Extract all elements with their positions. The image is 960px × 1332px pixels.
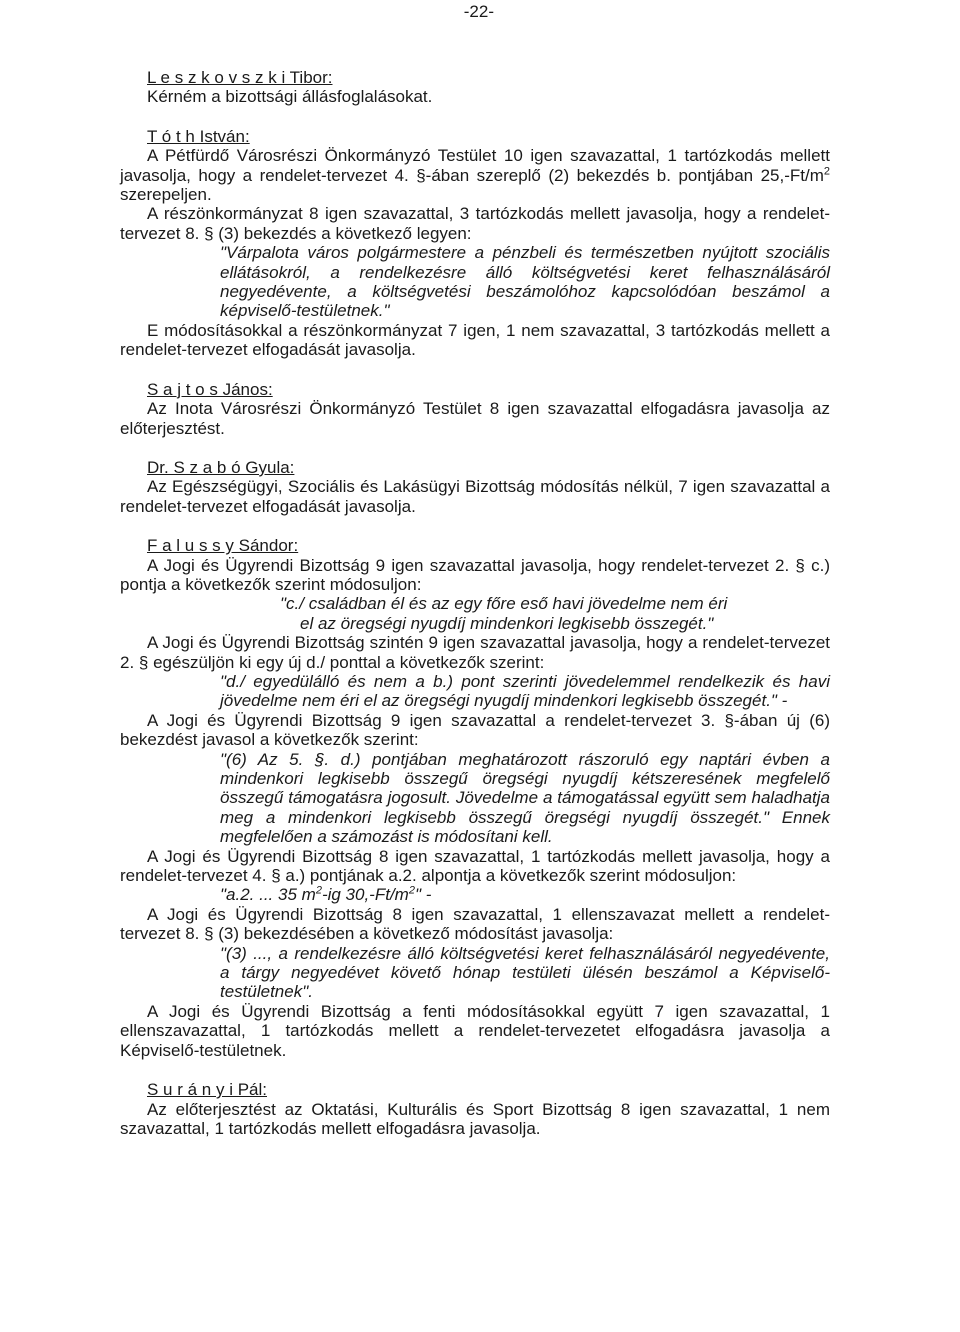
quoted-text: "a.2. ... 35 $m^2-ig$ $30,-Ft/m^2$" - bbox=[220, 884, 432, 905]
quoted-text: "(6) Az 5. §. d.) pontjában meghatározott rászoruló egy naptári évben a mindenkori legkisebb összegű öregségi nyugdíj kétszeresének megfelelő összegű támogatásra jogosult. Jövedelme a támogatással együtt sem haladhatja meg a mindenkori legkisebb összegű öregségi nyugdíj összegét." Ennek megfelelően a számozást is módosítani kell. bbox=[220, 749, 830, 847]
speaker-name: F a l u s s y Sándor: bbox=[147, 536, 299, 556]
speech-paragraph: A Jogi és Ügyrendi Bizottság 9 igen szavazattal a rendelet-tervezet 3. §-ában új (6) bekezdést javasol a következők szerint: bbox=[120, 710, 830, 750]
speech-paragraph: A Jogi és Ügyrendi Bizottság szintén 9 igen szavazattal javasolja, hogy a rendelet-tervezet 2. § egészüljön ki egy új d./ ponttal a következők szerint: bbox=[120, 633, 830, 672]
speaker-name: S u r á n y i Pál: bbox=[147, 1080, 267, 1100]
speech-paragraph: A Jogi és Ügyrendi Bizottság 8 igen szavazattal, 1 tartózkodás mellett javasolja, hogy a rendelet-tervezet 4. § a.) pontjának a.2. alpontja a következők szerint módosuljon: bbox=[120, 846, 830, 886]
speech-paragraph: Az Inota Városrészi Önkormányzó Testület 8 igen szavazattal elfogadásra javasolja az előterjesztést. bbox=[120, 399, 830, 438]
speaker-name: L e s z k o v s z k i Tibor: bbox=[147, 68, 333, 87]
speech-paragraph: A Pétfürdő Városrészi Önkormányzó Testület 10 igen szavazattal, 1 tartózkodás mellett javasolja, hogy a rendelet-tervezet 4. §-ában szereplő (2) bekezdés b. pontjában $25,-Ft/m^2$ szerepeljen. bbox=[120, 146, 830, 205]
quoted-text: "Várpalota város polgármestere a pénzbeli és természetben nyújtott szociális ellátásokról, a rendelkezésre álló költségvetési keret felhasználásáról negyedévente, a költségvetési beszámolóhoz kapcsolódóan beszámol a képviselő-testületnek." bbox=[220, 243, 830, 321]
quoted-text: "(3) ..., a rendelkezésre álló költségvetési keret felhasználásáról negyedévente, a tárgy negyedévet követő hónap testületi ülésén beszámol a Képviselő-testületnek". bbox=[220, 943, 830, 1002]
speech-paragraph: Az Egészségügyi, Szociális és Lakásügyi Bizottság módosítás nélkül, 7 igen szavazattal a rendelet-tervezet elfogadását javasolja. bbox=[120, 477, 830, 516]
speech-paragraph: E módosításokkal a részönkormányzat 7 igen, 1 nem szavazattal, 3 tartózkodás mellett a rendelet-tervezet elfogadását javasolja. bbox=[120, 320, 830, 360]
document-body bbox=[120, 68, 830, 1158]
speech-paragraph: A Jogi és Ügyrendi Bizottság 8 igen szavazattal, 1 ellenszavazat mellett a rendelet-tervezet 8. § (3) bekezdésében a következő módosítást javasolja: bbox=[120, 904, 830, 944]
speech-toth bbox=[120, 127, 830, 360]
speech-suranyi bbox=[120, 1080, 830, 1138]
speaker-name: S a j t o s János: bbox=[147, 379, 273, 399]
speech-paragraph: Az előterjesztést az Oktatási, Kulturális és Sport Bizottság 8 igen szavazattal, 1 nem szavazattal, 1 tartózkodás mellett elfogadásra javasolja. bbox=[120, 1099, 830, 1138]
speaker-name: T ó t h István: bbox=[147, 126, 250, 146]
speech-paragraph: A részönkormányzat 8 igen szavazattal, 3 tartózkodás mellett javasolja, hogy a rendelet-tervezet 8. § (3) bekezdés a következő legyen: bbox=[120, 204, 830, 243]
speech-szabo bbox=[120, 458, 830, 516]
speech-falussy bbox=[120, 536, 830, 1060]
speech-paragraph: A Jogi és Ügyrendi Bizottság a fenti módosításokkal együtt 7 igen szavazattal, 1 ellenszavazattal, 1 tartózkodás mellett a rendelet-tervezetet elfogadásra javasolja a Képviselő-testületnek. bbox=[120, 1001, 830, 1060]
speech-paragraph: Kérném a bizottsági állásfoglalásokat. bbox=[147, 87, 433, 107]
page-number: -22- bbox=[463, 2, 494, 21]
speech-paragraph: A Jogi és Ügyrendi Bizottság 9 igen szavazattal javasolja, hogy rendelet-tervezet 2. § c.) pontja a következők szerint módosuljon: bbox=[120, 555, 830, 594]
quoted-text: "c./ családban él és az egy főre eső havi jövedelme nem éri el az öregségi nyugdíj mindenkori legkisebb összegét." bbox=[280, 594, 728, 633]
speech-sajtos bbox=[120, 380, 830, 438]
speech-leszkovszki bbox=[120, 68, 830, 107]
speaker-name: Dr. S z a b ó Gyula: bbox=[147, 457, 295, 477]
quoted-text: "d./ egyedülálló és nem a b.) pont szerinti jövedelemmel rendelkezik és havi jövedelme nem éri el az öregségi nyugdíj mindenkori legkisebb összegét." - bbox=[220, 671, 830, 711]
